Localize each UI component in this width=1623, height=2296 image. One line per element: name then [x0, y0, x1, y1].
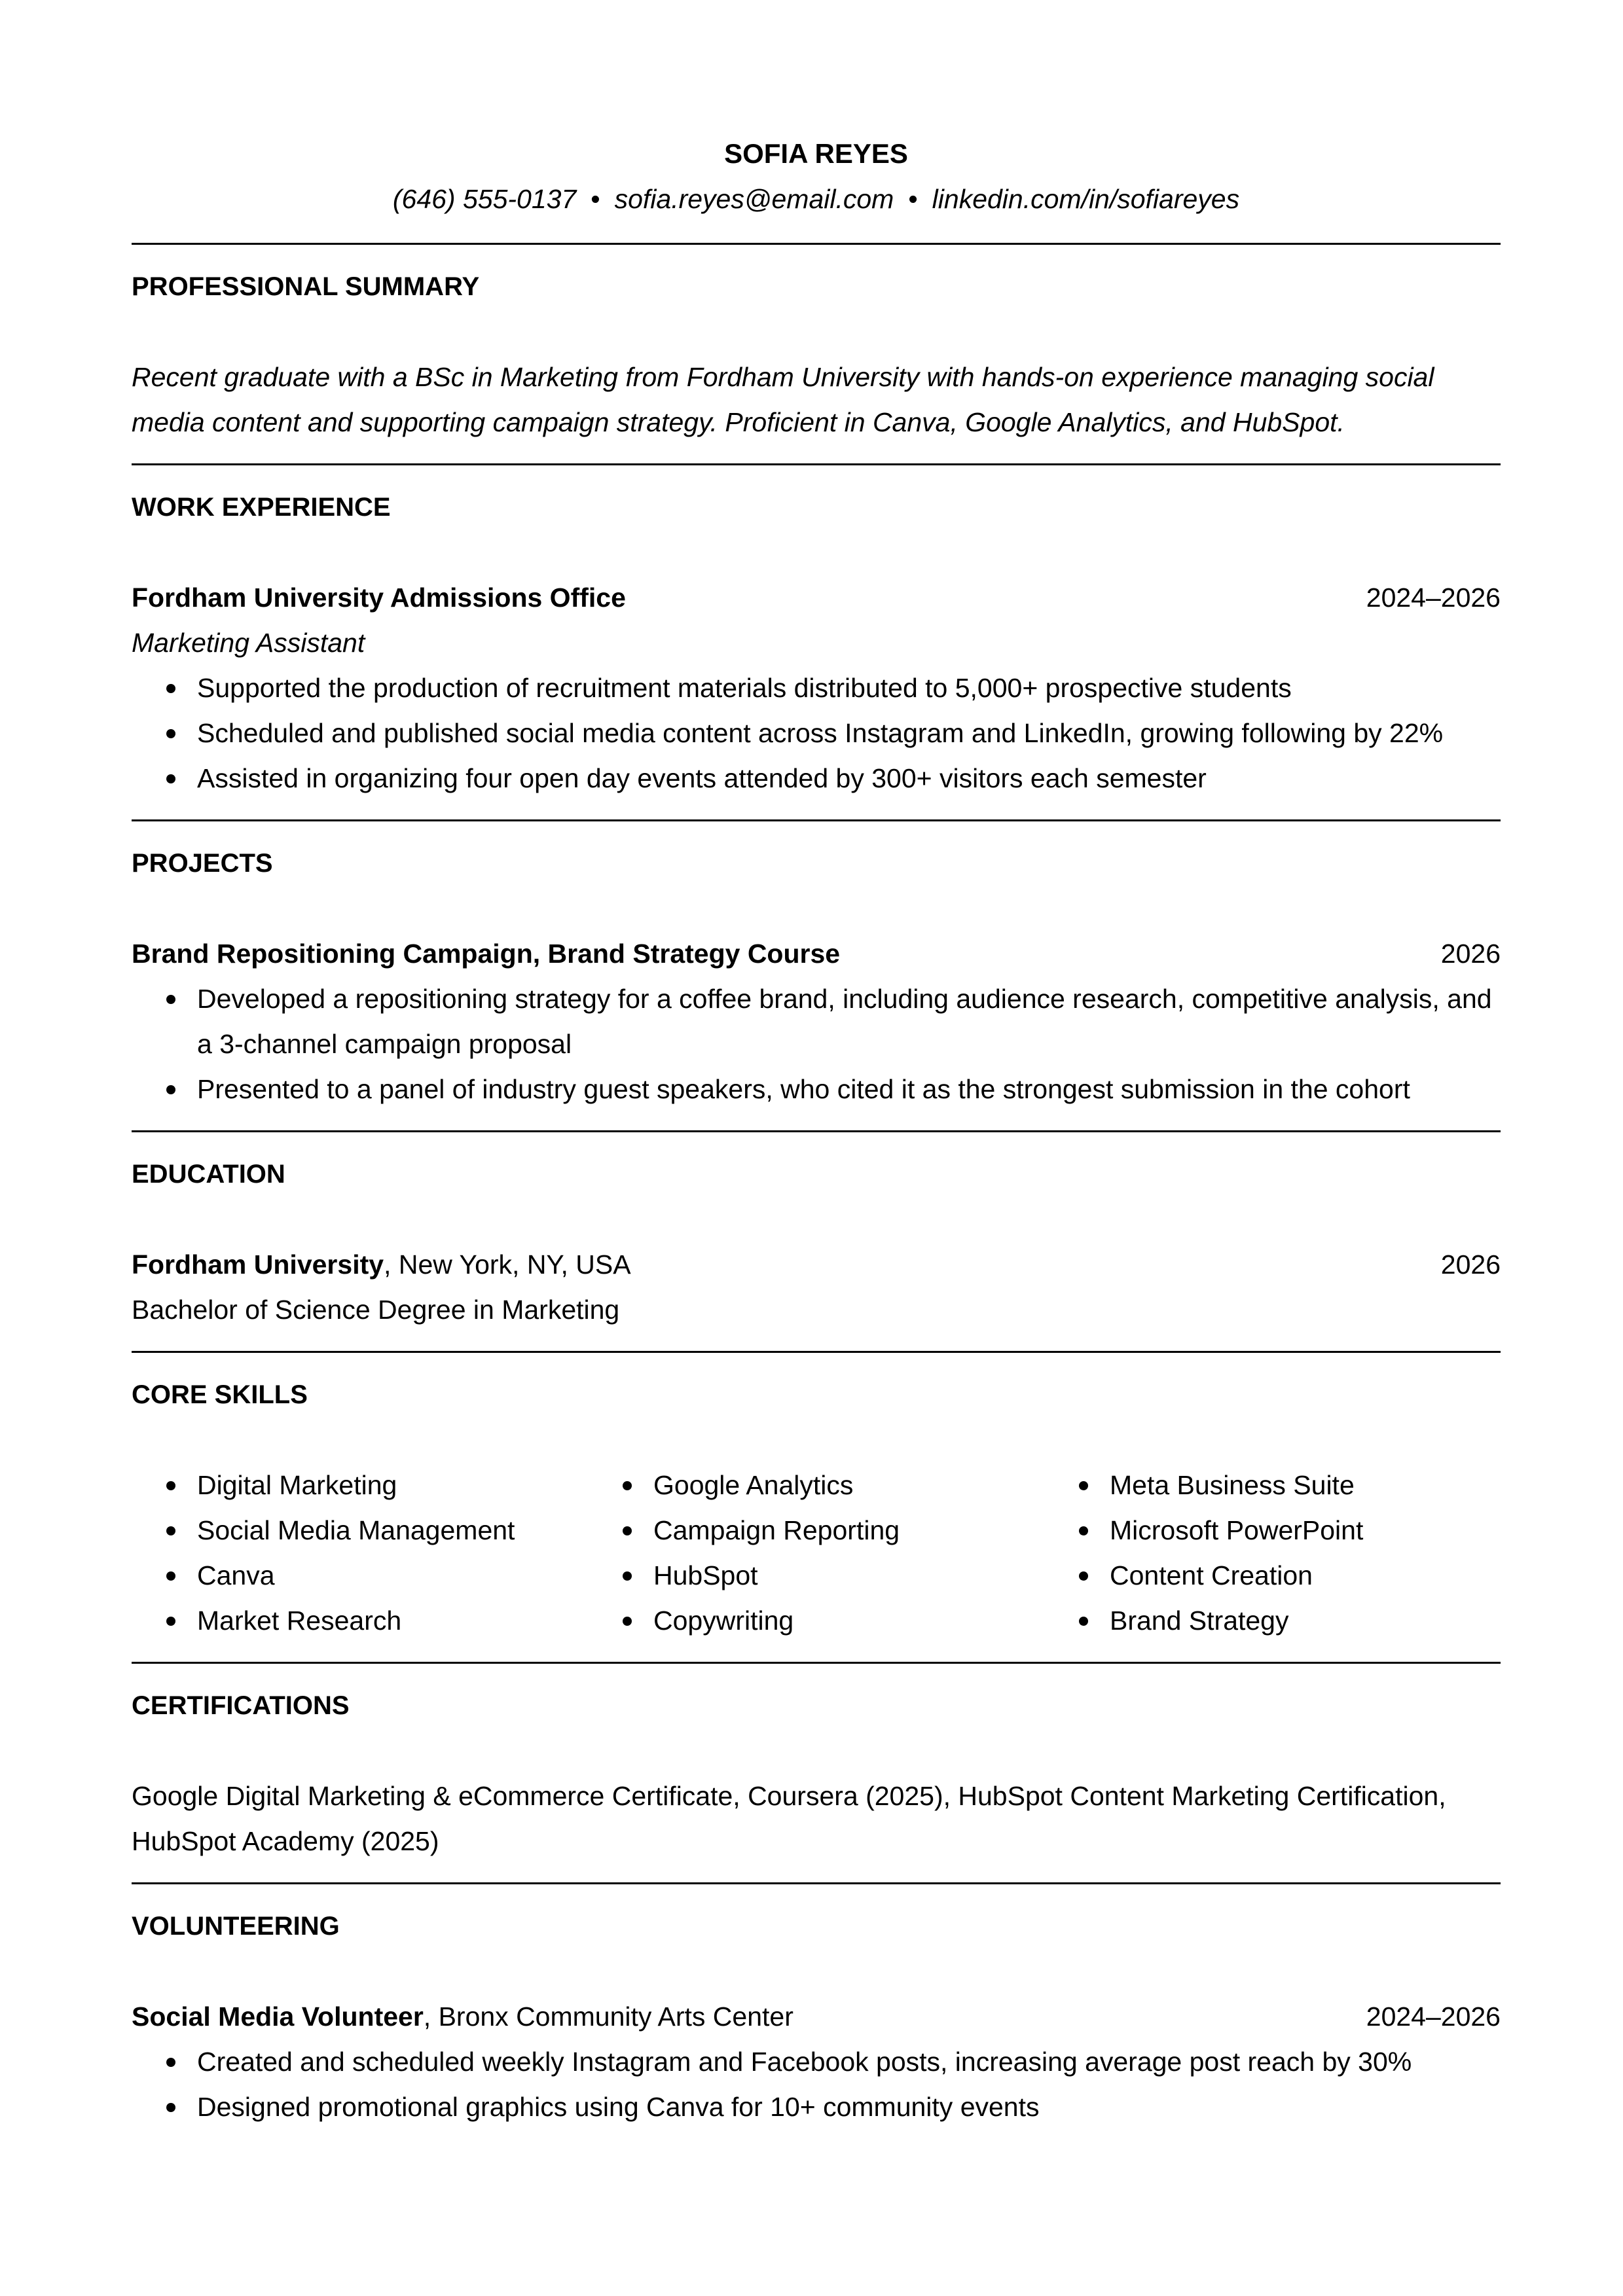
section-divider [132, 1882, 1501, 1884]
experience-heading: WORK EXPERIENCE [132, 493, 391, 522]
graduation-year: 2026 [1440, 1249, 1501, 1280]
skills-grid [132, 1463, 1501, 1662]
skill-item: Social Media Management [132, 1508, 588, 1553]
education-header-row [132, 1242, 1501, 1287]
certifications-text: Google Digital Marketing & eCommerce Certificate, Coursera (2025), HubSpot Content Marketing Certification, HubSpot Academy (2025) [132, 1781, 1446, 1856]
job-title: Marketing Assistant [132, 628, 365, 658]
skills-column [588, 1463, 1044, 1643]
project-bullets [132, 977, 1501, 1112]
skill-item: Content Creation [1044, 1553, 1501, 1598]
education-entry [132, 1242, 1501, 1351]
section-divider [132, 819, 1501, 821]
employer-name: Fordham University Admissions Office [132, 583, 626, 613]
experience-entry [132, 575, 1501, 819]
project-bullet: Developed a repositioning strategy for a coffee brand, including audience research, competitive analysis, and a 3-channel campaign proposal [132, 977, 1501, 1067]
volunteering-bullets [132, 2039, 1501, 2130]
skill-item: Campaign Reporting [588, 1508, 1044, 1553]
projects-heading: PROJECTS [132, 849, 273, 878]
experience-bullet: Supported the production of recruitment materials distributed to 5,000+ prospective students [132, 666, 1501, 711]
summary-heading: PROFESSIONAL SUMMARY [132, 272, 480, 301]
school-name: Fordham University [132, 1249, 384, 1280]
skill-item: Brand Strategy [1044, 1598, 1501, 1643]
skill-item: Digital Marketing [132, 1463, 588, 1508]
summary-text: Recent graduate with a BSc in Marketing from Fordham University with hands-on experience managing social media content and supporting campaign strategy. Proficient in Canva, Google Analytics, and HubSpot. [132, 362, 1434, 437]
volunteering-entry [132, 1994, 1501, 2148]
project-entry [132, 931, 1501, 1130]
education-heading: EDUCATION [132, 1160, 285, 1189]
section-divider [132, 1130, 1501, 1132]
skill-item: Market Research [132, 1598, 588, 1643]
volunteer-dates: 2024–2026 [1366, 2001, 1501, 2032]
school-location: , New York, NY, USA [384, 1249, 631, 1280]
volunteering-heading: VOLUNTEERING [132, 1912, 340, 1941]
experience-bullet: Scheduled and published social media content across Instagram and LinkedIn, growing following by 22% [132, 711, 1501, 756]
experience-bullets [132, 666, 1501, 801]
skill-item: Meta Business Suite [1044, 1463, 1501, 1508]
skills-column [132, 1463, 588, 1643]
skill-item: HubSpot [588, 1553, 1044, 1598]
volunteer-line [132, 1994, 793, 2039]
project-bullet: Presented to a panel of industry guest speakers, who cited it as the strongest submission in the cohort [132, 1067, 1501, 1112]
volunteer-organization: , Bronx Community Arts Center [423, 2001, 793, 2032]
project-year: 2026 [1440, 939, 1501, 969]
school-line [132, 1242, 631, 1287]
separator-dot: • [908, 184, 918, 214]
section-divider [132, 1662, 1501, 1664]
employment-dates: 2024–2026 [1366, 583, 1501, 613]
phone-number: (646) 555-0137 [392, 184, 577, 214]
skill-item: Google Analytics [588, 1463, 1044, 1508]
project-name: Brand Repositioning Campaign, Brand Strategy Course [132, 939, 841, 969]
contact-line [132, 177, 1501, 221]
project-header-row [132, 931, 1501, 977]
skill-item: Canva [132, 1553, 588, 1598]
experience-header-row [132, 575, 1501, 620]
skills-column [1044, 1463, 1501, 1643]
volunteer-role: Social Media Volunteer [132, 2001, 424, 2032]
skill-item: Microsoft PowerPoint [1044, 1508, 1501, 1553]
linkedin-url: linkedin.com/in/sofiareyes [932, 184, 1240, 214]
resume-page [132, 131, 1501, 2148]
certifications-heading: CERTIFICATIONS [132, 1691, 350, 1720]
candidate-name: SOFIA REYES [724, 138, 908, 169]
volunteering-header-row [132, 1994, 1501, 2039]
degree-name: Bachelor of Science Degree in Marketing [132, 1295, 620, 1325]
volunteering-bullet: Designed promotional graphics using Canva for 10+ community events [132, 2085, 1501, 2130]
section-divider [132, 463, 1501, 465]
skill-item: Copywriting [588, 1598, 1044, 1643]
separator-dot: • [591, 184, 600, 214]
skills-heading: CORE SKILLS [132, 1380, 308, 1409]
experience-bullet: Assisted in organizing four open day events attended by 300+ visitors each semester [132, 756, 1501, 801]
volunteering-bullet: Created and scheduled weekly Instagram and Facebook posts, increasing average post reach by 30% [132, 2039, 1501, 2085]
email-address: sofia.reyes@email.com [614, 184, 894, 214]
section-divider [132, 243, 1501, 245]
section-divider [132, 1351, 1501, 1353]
